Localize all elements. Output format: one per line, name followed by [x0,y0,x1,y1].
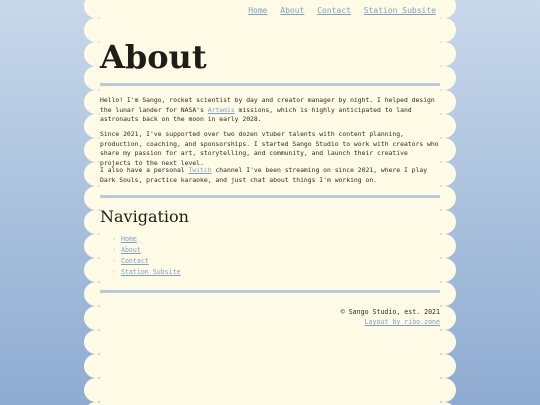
layout-credit-link[interactable]: Layout by ribo.zone [364,318,440,326]
artemis-link[interactable]: Artemis [207,105,235,114]
copyright-text: © Sango Studio, est. 2021 [340,308,440,316]
navigation-link-station-subsite[interactable]: Station Subsite [120,268,181,276]
navigation-link-contact[interactable]: Contact [120,257,149,265]
nav-link-contact[interactable]: Contact [317,6,351,15]
list-item [112,245,181,256]
page-card [84,0,456,405]
divider [100,290,440,293]
navigation-link-about[interactable]: About [120,246,141,254]
about-paragraph-2: Since 2021, I've supported over two dozen vtuber talents with content planning, production, coaching, and sponsorships. I started Sango Studio to work with creators who share my passion for art, storytelling, and community, and launch their creative projects to the next level. [100,130,439,167]
about-paragraph-3: I also have a personal Twitch channel I've been streaming on since 2021, where I play Dark Souls, practice karaoke, and just chat about things I'm working on. [100,166,428,184]
list-item [112,267,181,278]
nav-link-station-subsite[interactable]: Station Subsite [363,6,436,15]
divider [100,83,440,86]
footer [341,307,440,327]
content-area [100,0,440,405]
nav-link-home[interactable]: Home [248,6,268,15]
list-item [112,234,181,245]
nav-link-about[interactable]: About [280,6,305,15]
page-title: About [100,38,207,76]
twitch-link[interactable]: Twitch [188,166,212,174]
navigation-link-home[interactable]: Home [120,235,137,243]
navigation-list [112,234,181,278]
navigation-heading: Navigation [100,207,189,226]
list-item [112,256,181,267]
divider [100,195,440,198]
about-paragraph-1: Hello! I'm Sango, rocket scientist by day and creator manager by night. I helped design the lunar lander for NASA's Artemis missions, which is highly anticipated to land astronauts back on the moon in early 2028. [100,96,435,124]
top-nav [240,6,436,15]
